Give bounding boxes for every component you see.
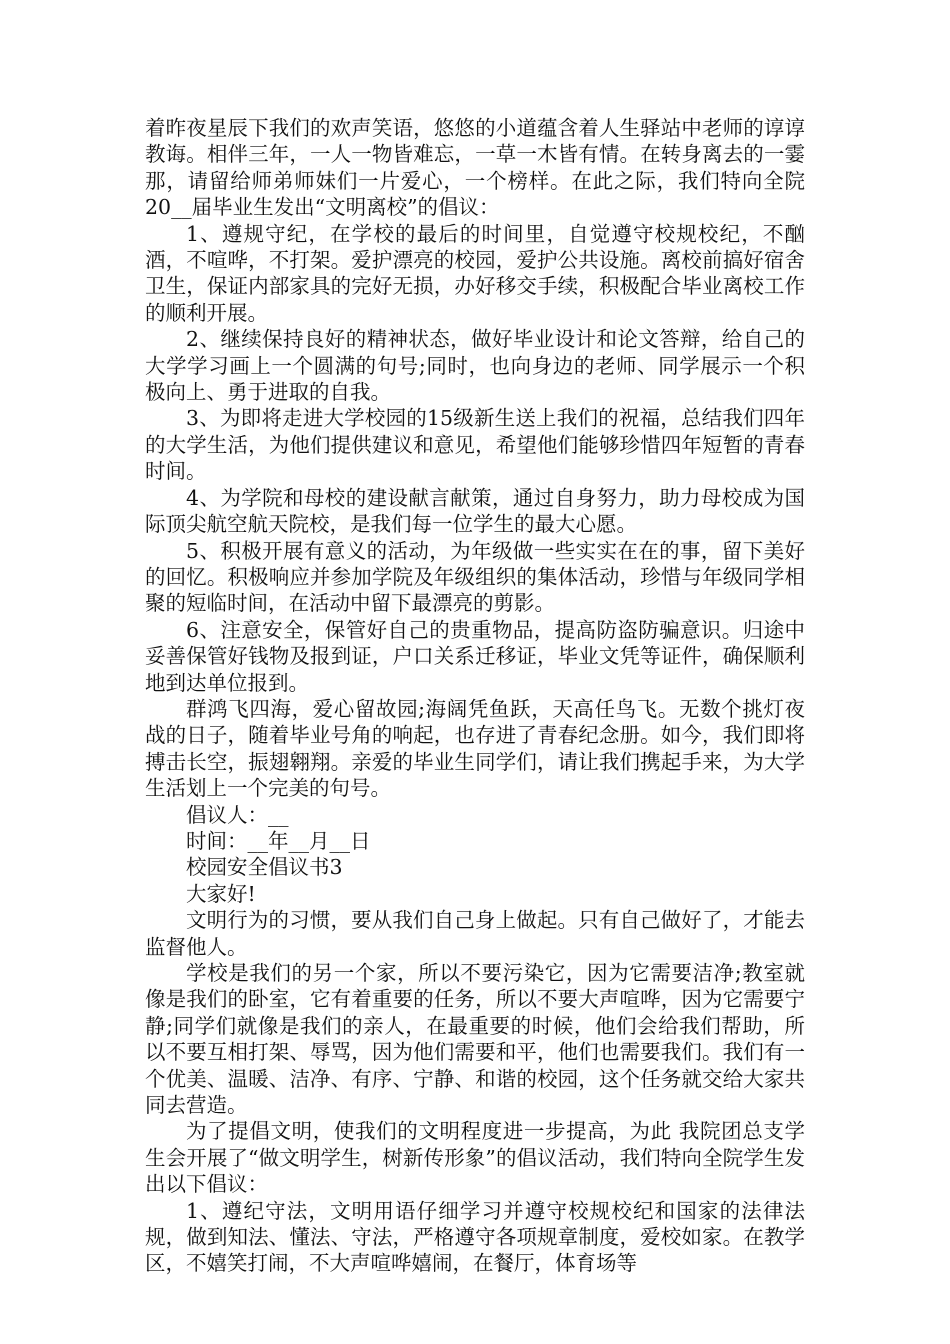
date-line: 时间：__年__月__日 bbox=[186, 828, 371, 853]
body-paragraph-school-home: 学校是我们的另一个家，所以不要污染它，因为它需要洁净;教室就像是我们的卧室，它有着重要的任务，所以不要大声喧哗，因为它需要宁静;同学们就像是我们的亲人，在最重要的时候，他们会给我们帮助，所以不要互相打架、辱骂，因为他们需要和平，他们也需要我们。我们有一个优美、温暖、洁净、有序、宁静、和谐的校园，这个任务就交给大家共同去营造。 bbox=[145, 961, 805, 1118]
closing-paragraph: 群鸿飞四海，爱心留故园;海阔凭鱼跃，天高任鸟飞。无数个挑灯夜战的日子，随着毕业号角的响起，也存进了青春纪念册。如今，我们即将搏击长空，振翅翱翔。亲爱的毕业生同学们，请让我们携起手来，为大学生活划上一个完美的句号。 bbox=[145, 696, 805, 801]
proposal-item-law: 1、遵纪守法，文明用语仔细学习并遵守校规校纪和国家的法律法规，做到知法、懂法、守法，严格遵守各项规章制度，爱校如家。在教学区，不嬉笑打闹，不大声喧哗嬉闹，在餐厅，体育场等 bbox=[145, 1198, 805, 1276]
intro-paragraph-continued: 着昨夜星辰下我们的欢声笑语，悠悠的小道蕴含着人生驿站中老师的谆谆教诲。相伴三年，一人一物皆难忘，一草一木皆有情。在转身离去的一霎那，请留给师弟师妹们一片爱心，一个榜样。在此之际，我们特向全院20__届毕业生发出“文明离校”的倡议： bbox=[145, 116, 805, 220]
proposal-item-1: 1、遵规守纪，在学校的最后的时间里，自觉遵守校规校纪，不酗酒，不喧哗，不打架。爱护漂亮的校园，爱护公共设施。离校前搞好宿舍卫生，保证内部家具的完好无损，办好移交手续，积极配合毕业离校工作的顺利开展。 bbox=[145, 221, 805, 325]
proposer-line: 倡议人：__ bbox=[186, 802, 289, 827]
document-body bbox=[145, 115, 805, 1277]
body-paragraph-habits: 文明行为的习惯，要从我们自己身上做起。只有自己做好了，才能去监督他人。 bbox=[145, 908, 805, 959]
section-title: 校园安全倡议书3 bbox=[186, 855, 343, 880]
body-paragraph-initiative: 为了提倡文明，使我们的文明程度进一步提高，为此 我院团总支学生会开展了“做文明学生，树新传形象”的倡议活动，我们特向全院学生发出以下倡议： bbox=[145, 1119, 805, 1197]
proposal-item-3: 3、为即将走进大学校园的15级新生送上我们的祝福，总结我们四年的大学生活，为他们提供建议和意见，希望他们能够珍惜四年短暂的青春时间。 bbox=[145, 406, 805, 484]
proposal-item-2: 2、继续保持良好的精神状态，做好毕业设计和论文答辩，给自己的大学学习画上一个圆满的句号;同时，也向身边的老师、同学展示一个积极向上、勇于进取的自我。 bbox=[145, 327, 805, 405]
proposal-item-4: 4、为学院和母校的建设献言献策，通过自身努力，助力母校成为国际顶尖航空航天院校，是我们每一位学生的最大心愿。 bbox=[145, 485, 805, 537]
proposal-item-6: 6、注意安全，保管好自己的贵重物品，提高防盗防骗意识。归途中妥善保管好钱物及报到证，户口关系迁移证，毕业文凭等证件，确保顺利地到达单位报到。 bbox=[145, 617, 805, 695]
greeting-line: 大家好! bbox=[186, 881, 256, 906]
proposal-item-5: 5、积极开展有意义的活动，为年级做一些实实在在的事，留下美好的回忆。积极响应并参加学院及年级组织的集体活动，珍惜与年级同学相聚的短临时间，在活动中留下最漂亮的剪影。 bbox=[145, 538, 805, 616]
